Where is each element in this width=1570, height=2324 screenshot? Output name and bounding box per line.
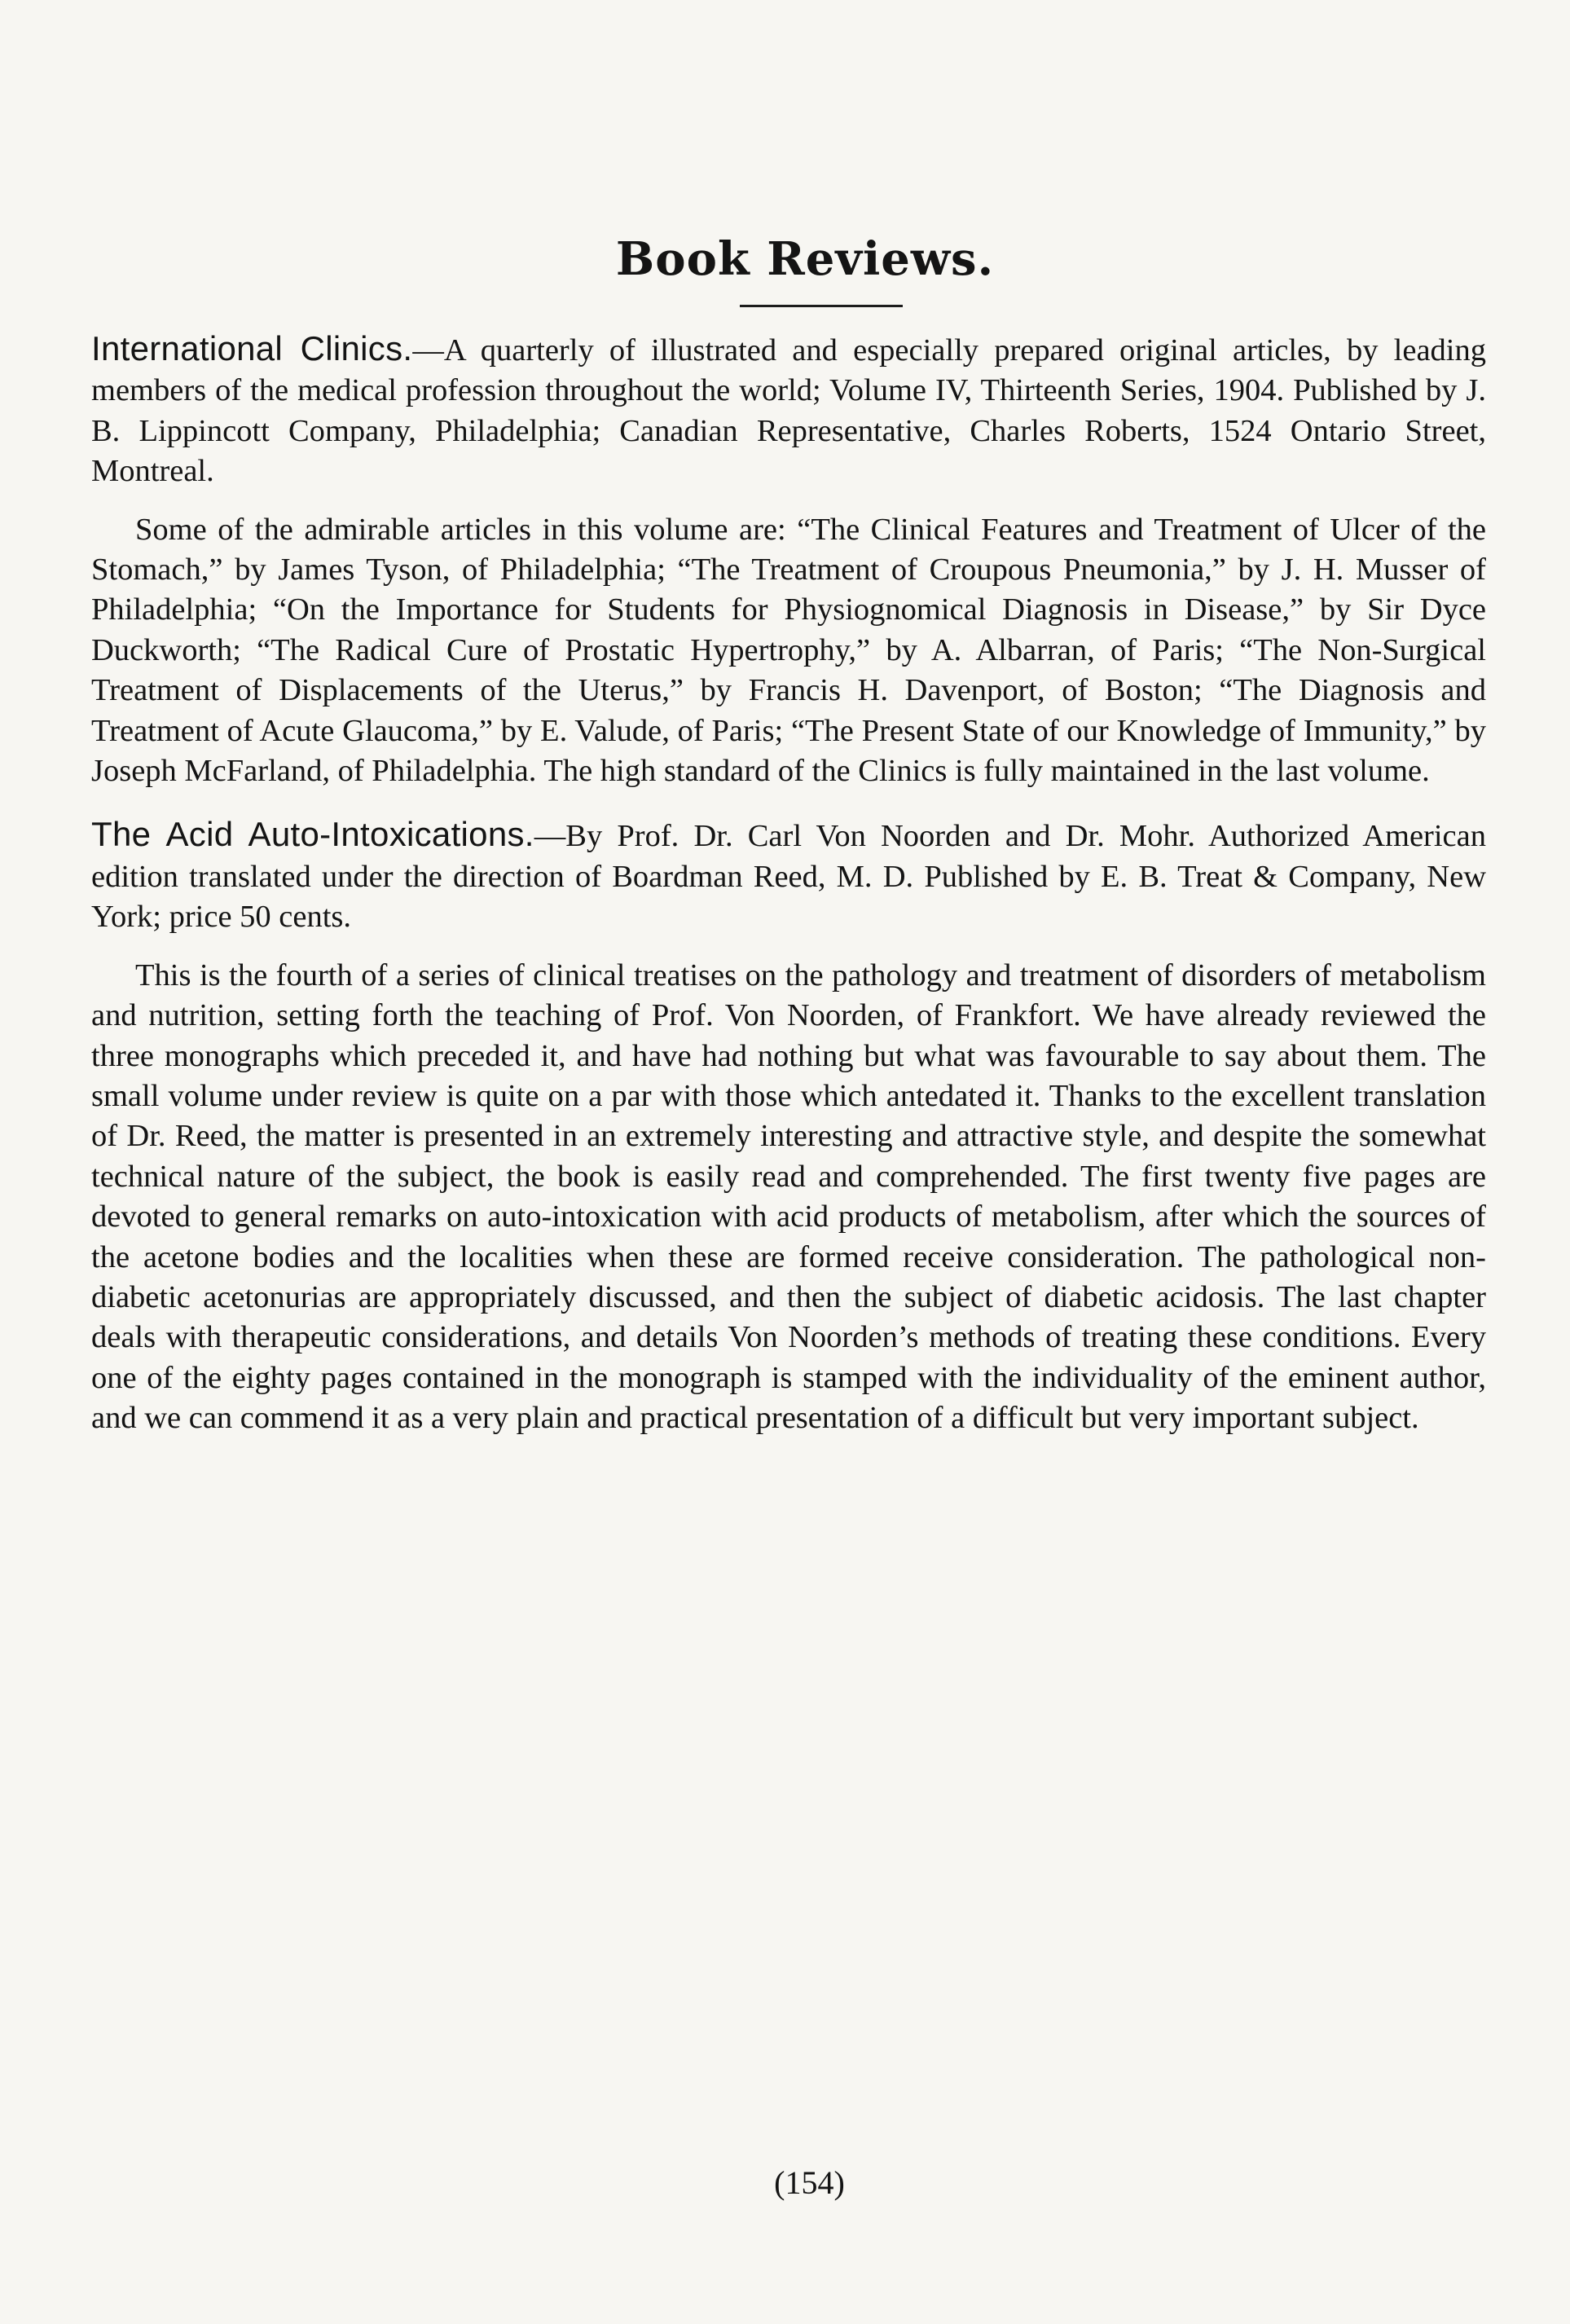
review-citation: —A quarterly of illustrated and especially prepared original articles, by leading members of the medical profession throughout the world; Volume IV, Thirteenth Series, 1904. Published by J. B. Lippincott Company, Philadelphia; Canadian Representative, Charles Roberts, 1524 Ontario Street, Montreal. (91, 333, 1486, 489)
page-content (91, 232, 1486, 1439)
title-rule (740, 305, 903, 307)
review-citation: —By Prof. Dr. Carl Von Noorden and Dr. Mohr. Authorized American edition translated under the direction of Boardman Reed, M. D. Published by E. B. Treat & Company, New York; price 50 cents. (91, 819, 1486, 935)
review-heading: The Acid Auto-Intoxications. (91, 815, 534, 854)
review-body: This is the fourth of a series of clinical treatises on the pathology and treatment of disorders of metabolism and nutrition, setting forth the teaching of Prof. Von Noorden, of Frankfort. We have already reviewed the three monographs which preceded it, and have had nothing but what was favourable to say about them. The small volume under review is quite on a par with those which antedated it. Thanks to the excellent translation of Dr. Reed, the matter is presented in an extremely interesting and attractive style, and despite the somewhat technical nature of the subject, the book is easily read and comprehended. The first twenty five pages are devoted to general remarks on auto-intoxication with acid products of metabolism, after which the sources of the acetone bodies and the localities when these are formed receive consideration. The pathological non-diabetic acetonurias are appropriately discussed, and then the subject of diabetic acidosis. The last chapter deals with therapeutic considerations, and details Von Noorden’s methods of treating these conditions. Every one of the eighty pages contained in the monograph is stamped with the individuality of the eminent author, and we can commend it as a very plain and practical presentation of a difficult but very important subject. (91, 957, 1486, 1436)
review-header-paragraph (91, 328, 1486, 492)
review-international-clinics (91, 328, 1486, 791)
page-title: Book Reviews. (615, 232, 995, 286)
review-body: Some of the admirable articles in this volume are: “The Clinical Features and Treatment of Ulcer of the Stomach,” by James Tyson, of Philadelphia; “The Treatment of Croupous Pneumonia,” by J. H. Musser of Philadelphia; “On the Importance for Students for Physiognomical Diagnosis in Disease,” by Sir Dyce Duckworth; “The Radical Cure of Prostatic Hypertrophy,” by A. Albarran, of Paris; “The Non-Surgical Treatment of Displacements of the Uterus,” by Francis H. Davenport, of Boston; “The Diagnosis and Treatment of Acute Glaucoma,” by E. Valude, of Paris; “The Present State of our Knowledge of Immunity,” by Joseph McFarland, of Philadelphia. The high standard of the Clinics is fully maintained in the last volume. (91, 512, 1486, 789)
title-block (124, 232, 1486, 307)
review-heading: International Clinics. (91, 329, 413, 368)
page-number: (154) (774, 2164, 845, 2201)
review-acid-auto-intoxications (91, 814, 1486, 1438)
review-header-paragraph (91, 814, 1486, 937)
